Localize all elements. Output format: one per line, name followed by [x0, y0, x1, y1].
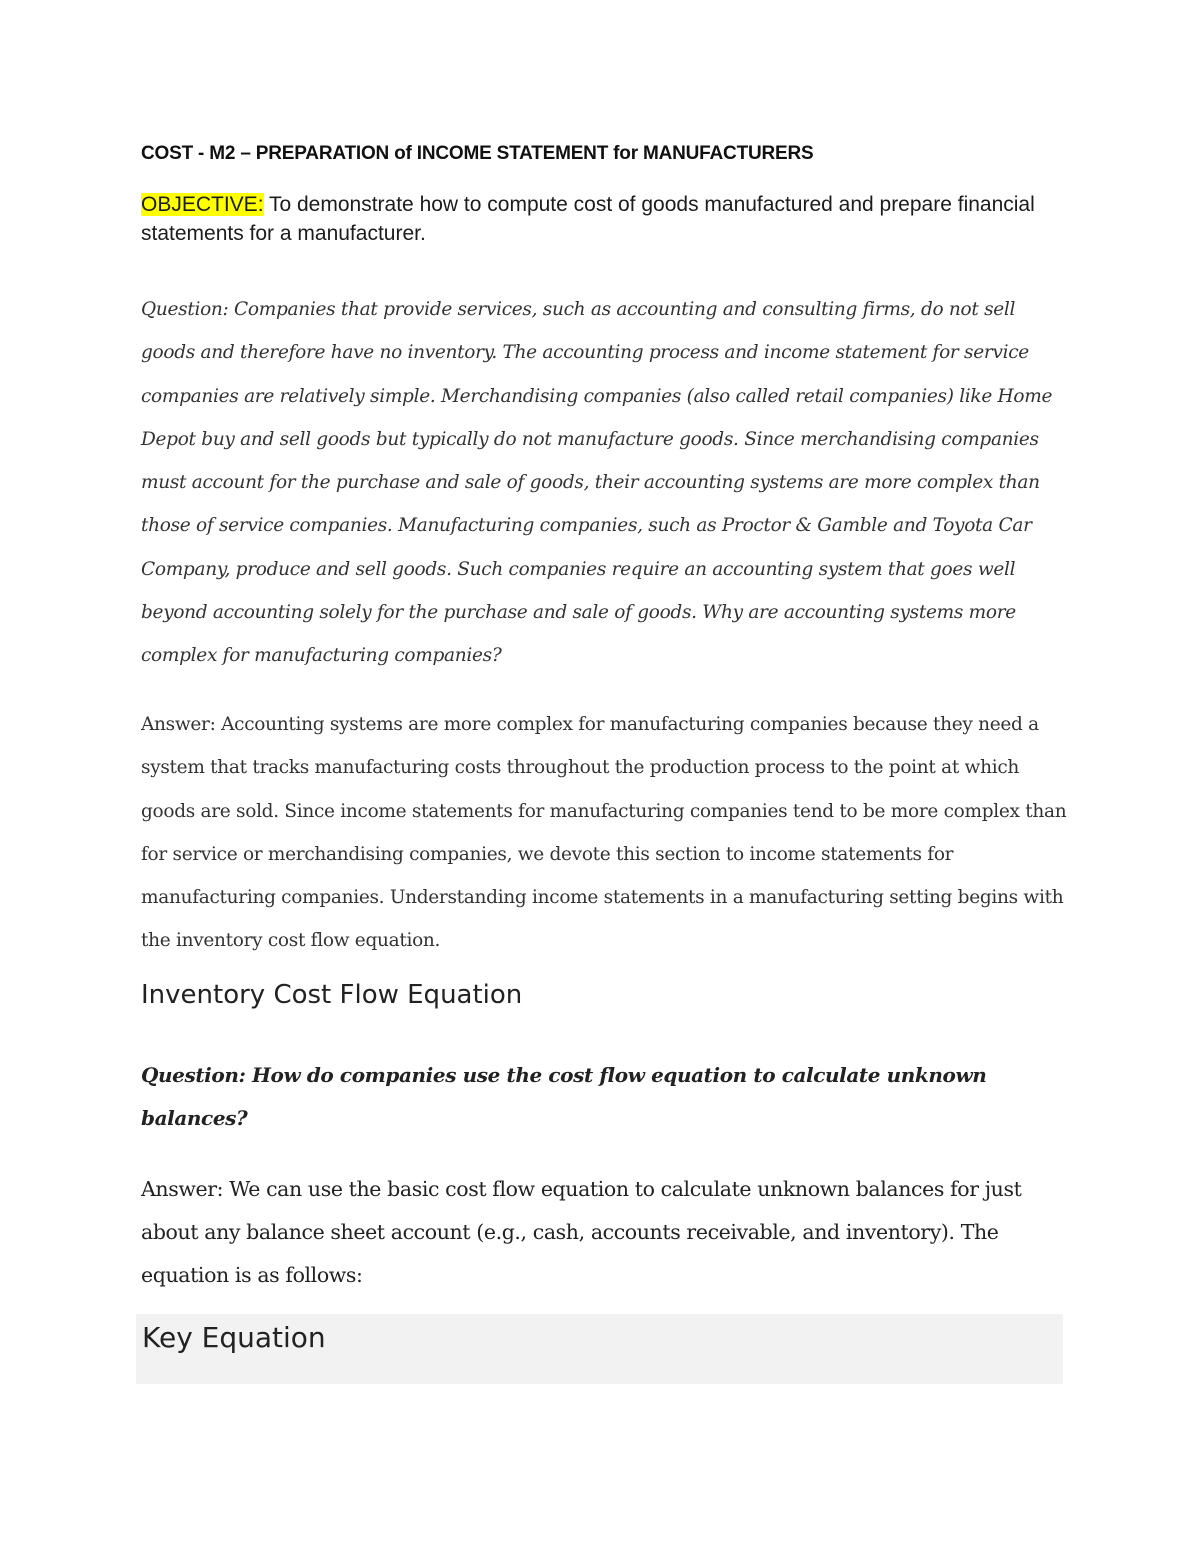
- question-paragraph-1: Question: Companies that provide services, such as accounting and consulting firms, do not sell goods and therefore have no inventory. The accounting process and income statement for service companies are relatively simple. Merchandising companies (also called retail companies) like Home Depot buy and sell goods but typically do not manufacture goods. Since merchandising companies must account for the purchase and sale of goods, their accounting systems are more complex than those of service companies. Manufacturing companies, such as Proctor & Gamble and Toyota Car Company, produce and sell goods. Such companies require an accounting system that goes well beyond accounting solely for the purchase and sale of goods. Why are accounting systems more complex for manufacturing companies?: [141, 299, 1053, 667]
- objective-text: To demonstrate how to compute cost of goods manufactured and prepare financial statements for a manufacturer.: [141, 193, 1035, 245]
- objective-paragraph: [141, 190, 1061, 248]
- answer-paragraph-1: Answer: Accounting systems are more complex for manufacturing companies because they need a system that tracks manufacturing costs throughout the production process to the point at which goods are sold. Since income statements for manufacturing companies tend to be more complex than for service or merchandising companies, we devote this section to income statements for manufacturing companies. Understanding income statements in a manufacturing setting begins with the inventory cost flow equation.: [141, 714, 1067, 952]
- question-paragraph-2: Question: How do companies use the cost flow equation to calculate unknown balances?: [141, 1063, 987, 1130]
- key-equation-box: [136, 1314, 1063, 1384]
- document-title: COST - M2 – PREPARATION of INCOME STATEMENT for MANUFACTURERS: [141, 143, 814, 164]
- section-heading: Inventory Cost Flow Equation: [141, 980, 523, 1010]
- objective-label: OBJECTIVE:: [141, 193, 264, 216]
- answer-paragraph-2: Answer: We can use the basic cost flow equation to calculate unknown balances for just about any balance sheet account (e.g., cash, accounts receivable, and inventory). The equation is as follows:: [141, 1177, 1022, 1287]
- key-equation-heading: Key Equation: [142, 1321, 326, 1354]
